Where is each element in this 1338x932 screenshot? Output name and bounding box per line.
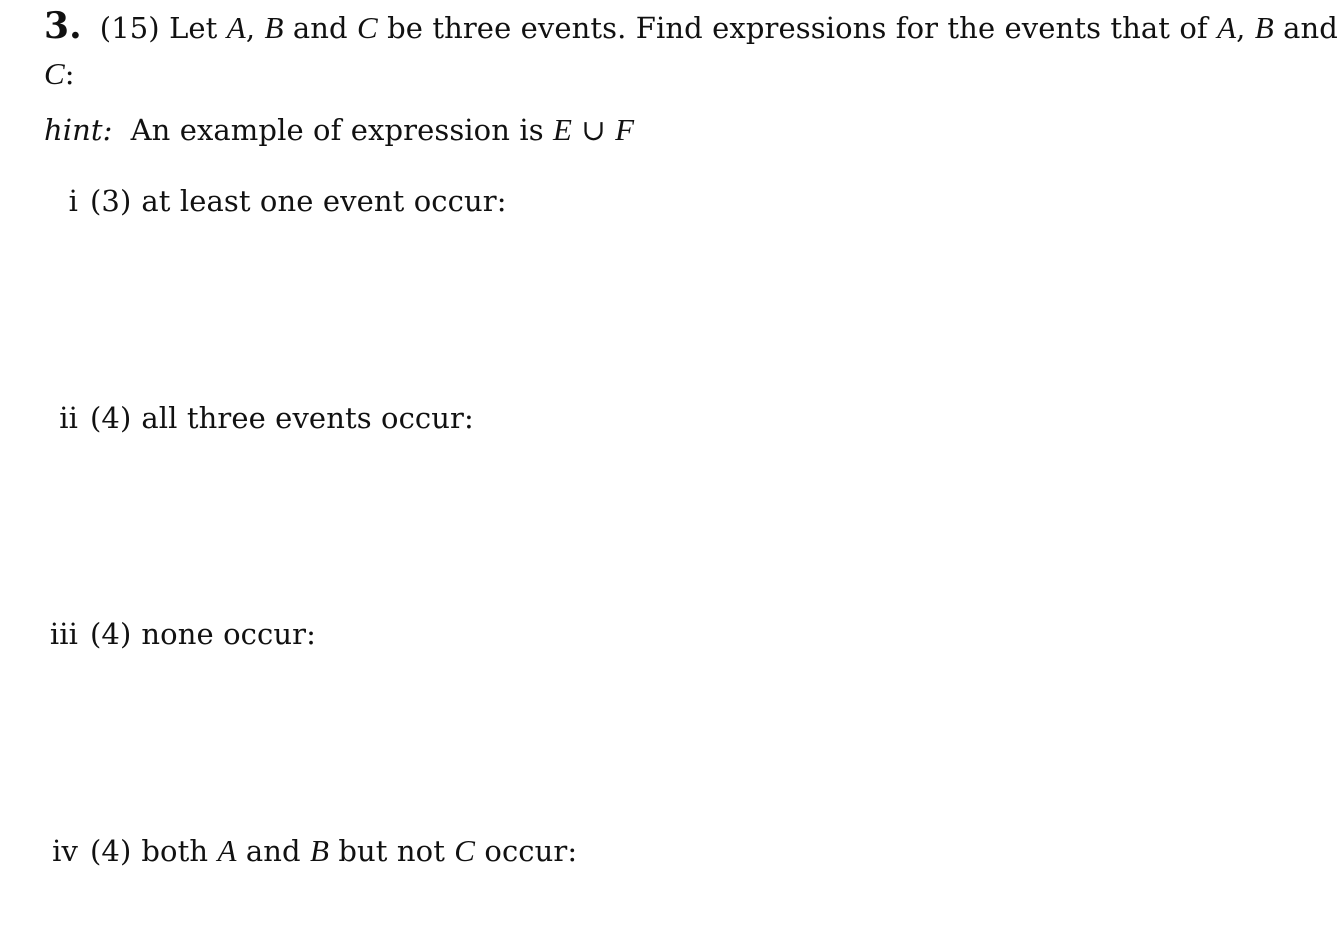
part-iv [0, 833, 577, 869]
part-iii [0, 616, 316, 652]
part-iv-text-and: and [236, 834, 310, 868]
text-and: and [283, 11, 357, 45]
hint-expr-f: F [615, 112, 635, 147]
part-iii-text: none occur: [141, 617, 316, 651]
hint-label: hint: [44, 113, 113, 147]
part-i [0, 183, 507, 219]
union-symbol: ∪ [572, 113, 616, 147]
var-a: A [226, 10, 246, 45]
hint-text: An example of expression is [130, 113, 554, 147]
hint-expr-e: E [553, 112, 573, 147]
comma-2: , [1236, 11, 1255, 45]
part-ii-label: ii [59, 401, 78, 435]
part-i-label: i [68, 184, 78, 218]
var-b: B [264, 10, 284, 45]
part-iv-points: (4) [90, 834, 132, 868]
part-ii-text: all three events occur: [141, 401, 474, 435]
part-i-text: at least one event occur: [141, 184, 507, 218]
part-iv-var-a: A [217, 833, 237, 868]
part-iii-label: iii [49, 617, 78, 651]
part-iv-var-c: C [454, 833, 476, 868]
part-iv-label: iv [52, 834, 78, 868]
var-c-2: C [44, 56, 65, 91]
var-c: C [356, 10, 378, 45]
question-header [44, 5, 1338, 47]
hint-line [44, 112, 634, 148]
question-number: 3. [44, 5, 82, 47]
part-iv-text-start: both [141, 834, 218, 868]
text-and-2: and [1273, 11, 1338, 45]
question-text-start: Let [169, 11, 227, 45]
question-colon: : [64, 57, 75, 91]
part-iv-var-b: B [309, 833, 330, 868]
var-b-2: B [1254, 10, 1274, 45]
question-text-middle: be three events. Find expressions for the events that of [377, 11, 1218, 45]
part-iv-text-but: but not [329, 834, 455, 868]
part-iv-text-end: occur: [475, 834, 578, 868]
question-header-continued [44, 56, 75, 92]
part-ii-points: (4) [90, 401, 132, 435]
part-ii [0, 400, 474, 436]
part-iii-points: (4) [90, 617, 132, 651]
part-i-points: (3) [90, 184, 132, 218]
comma: , [245, 11, 265, 45]
var-a-2: A [1217, 10, 1237, 45]
question-points: (15) [99, 11, 160, 45]
